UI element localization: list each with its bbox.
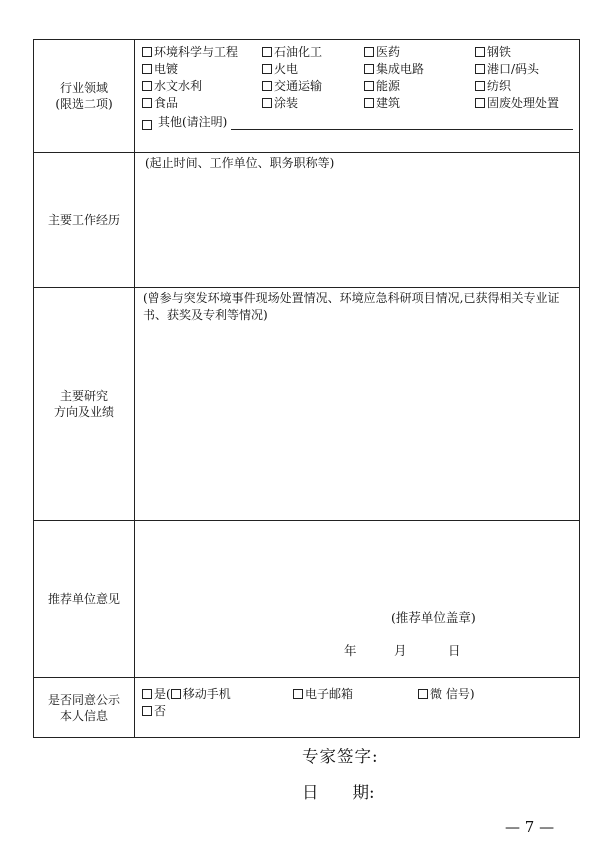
checkbox-icon — [262, 64, 272, 74]
consent-no-option[interactable]: 否 — [142, 703, 166, 720]
recommendation-label-cell — [34, 521, 135, 678]
research-label-line2: 方向及业绩 — [53, 405, 114, 419]
industry-option-energy[interactable]: 能源 — [364, 78, 475, 94]
checkbox-icon — [364, 98, 374, 108]
signature-date-char1: 日 — [302, 783, 319, 802]
checkbox-icon — [262, 81, 272, 91]
recommendation-row — [34, 521, 580, 678]
checkbox-icon — [475, 81, 485, 91]
research-label-cell — [34, 288, 135, 521]
checkbox-icon — [142, 706, 152, 716]
industry-option-textile[interactable]: 纺织 — [475, 78, 585, 94]
checkbox-icon[interactable] — [142, 120, 152, 130]
checkbox-icon — [475, 47, 485, 57]
industry-other-input[interactable] — [231, 115, 573, 130]
checkbox-icon — [142, 81, 152, 91]
industry-option-steel[interactable]: 钢铁 — [475, 44, 585, 60]
consent-options-cell — [135, 678, 580, 738]
work-history-note: (起止时间、工作单位、职务职称等) — [145, 156, 335, 170]
industry-option-environment[interactable]: 环境科学与工程 — [142, 44, 262, 60]
expert-signature: 专家签字: — [302, 747, 379, 766]
industry-option-solid-waste[interactable]: 固废处理处置 — [475, 95, 585, 111]
checkbox-icon — [364, 47, 374, 57]
industry-option-food[interactable]: 食品 — [142, 95, 262, 111]
industry-label: 行业领域 — [59, 81, 108, 95]
industry-option-thermal-power[interactable]: 火电 — [262, 61, 364, 77]
work-history-label: 主要工作经历 — [47, 213, 120, 227]
industry-option-transport[interactable]: 交通运输 — [262, 78, 364, 94]
industry-row — [34, 40, 580, 153]
industry-label-limit: (限选二项) — [55, 97, 113, 111]
checkbox-icon — [293, 689, 303, 699]
page-number: — 7 — — [505, 818, 555, 836]
work-history-row — [34, 153, 580, 288]
checkbox-icon — [475, 98, 485, 108]
industry-option-port[interactable]: 港口/码头 — [475, 61, 585, 77]
industry-other-label: 其他(请注明) — [158, 115, 228, 129]
signature-date — [302, 779, 375, 803]
industry-label-cell — [34, 40, 135, 153]
checkbox-icon — [142, 98, 152, 108]
checkbox-icon — [142, 689, 152, 699]
research-label: 主要研究 — [59, 389, 108, 403]
research-note: (曾参与突发环境事件现场处置情况、环境应急科研项目情况,已获得相关专业证书、获奖及专利等情况) — [143, 291, 560, 322]
industry-option-hydrology[interactable]: 水文水利 — [142, 78, 262, 94]
checkbox-icon — [418, 689, 428, 699]
industry-option-petrochemical[interactable]: 石油化工 — [262, 44, 364, 60]
industry-option-medicine[interactable]: 医药 — [364, 44, 475, 60]
consent-wechat-option[interactable]: 微 信号) — [418, 686, 475, 703]
work-history-label-cell — [34, 153, 135, 288]
checkbox-icon — [475, 64, 485, 74]
checkbox-icon — [364, 64, 374, 74]
industry-options-cell — [135, 40, 580, 153]
consent-label-line2: 本人信息 — [59, 708, 108, 723]
signature-date-char2: 期: — [352, 783, 375, 802]
research-row — [34, 288, 580, 521]
checkbox-icon — [262, 98, 272, 108]
recommendation-date — [344, 643, 461, 659]
industry-option-construction[interactable]: 建筑 — [364, 95, 475, 111]
checkbox-icon — [171, 689, 181, 699]
expert-form-table — [33, 39, 580, 738]
consent-email-option[interactable]: 电子邮箱 — [293, 686, 353, 703]
consent-label-cell — [34, 678, 135, 738]
checkbox-icon — [364, 81, 374, 91]
checkbox-icon — [262, 47, 272, 57]
industry-option-electroplating[interactable]: 电镀 — [142, 61, 262, 77]
consent-label: 是否同意公示 — [47, 692, 120, 707]
work-history-input[interactable] — [135, 153, 580, 288]
day-label: 日 — [448, 643, 461, 658]
consent-row — [34, 678, 580, 738]
checkbox-icon — [142, 47, 152, 57]
stamp-note: (推荐单位盖章) — [391, 610, 476, 625]
month-label: 月 — [394, 643, 407, 658]
recommendation-label: 推荐单位意见 — [47, 592, 120, 606]
research-input[interactable] — [135, 288, 580, 521]
recommendation-input[interactable] — [135, 521, 580, 678]
checkbox-icon — [142, 64, 152, 74]
year-label: 年 — [344, 643, 357, 658]
industry-other-row — [142, 114, 573, 130]
consent-yes-option[interactable]: 是( 移动手机 — [142, 686, 231, 703]
industry-option-coating[interactable]: 涂装 — [262, 95, 364, 111]
industry-options-grid — [142, 44, 573, 111]
industry-option-integrated-circuit[interactable]: 集成电路 — [364, 61, 475, 77]
